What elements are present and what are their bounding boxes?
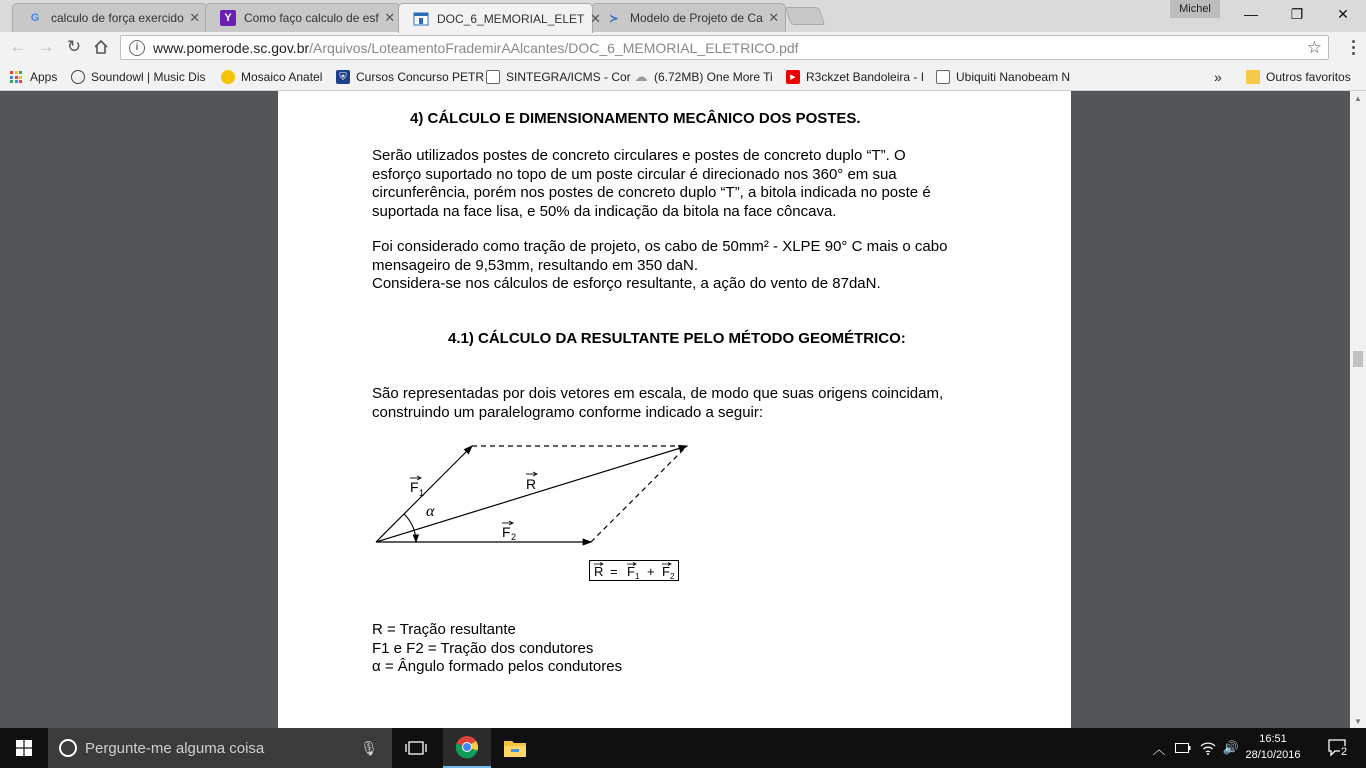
text-line: circunferência, porém nos postes de concreto duplo “T”, a bitola indicada no poste é <box>372 184 931 201</box>
volume-icon[interactable]: 🔊 <box>1222 740 1240 755</box>
bookmark-label: Apps <box>30 70 58 84</box>
windows-logo-icon <box>16 740 32 756</box>
bookmark-label: R3ckzet Bandoleira - I <box>806 70 925 84</box>
formula-f2: F <box>662 564 670 579</box>
cortana-icon <box>59 739 77 757</box>
xda-icon: ≻ <box>609 12 619 25</box>
scroll-up-arrow-icon[interactable]: ▲ <box>1354 93 1362 103</box>
notification-count-badge: 2 <box>1341 746 1348 758</box>
task-view-icon[interactable] <box>392 728 440 768</box>
url-host: www.pomerode.sc.gov.br <box>153 39 310 56</box>
bookmark-mosaico-anatel[interactable] <box>221 67 331 87</box>
bookmark-cursos-concurso[interactable] <box>336 67 485 87</box>
soundowl-icon <box>71 70 85 84</box>
text-line: Serão utilizados postes de concreto circulares e postes de concreto duplo “T”. O <box>372 147 906 164</box>
legend-item: α = Ângulo formado pelos condutores <box>372 658 623 675</box>
restore-icon[interactable]: ❐ <box>1290 5 1304 22</box>
bookmark-soundowl[interactable] <box>71 67 209 87</box>
text-line: esforço suportado no topo de um poste circular é direcionado nos 360° em sua <box>372 165 897 183</box>
formula-box <box>589 560 679 581</box>
bookmark-r3ckzet[interactable] <box>786 67 924 87</box>
text-line: suportada na face lisa, e 50% da indicação da bitola na face côncava. <box>372 202 837 220</box>
bookmark-label: SINTEGRA/ICMS - Cor <box>506 70 631 84</box>
paragraph-vetores <box>372 385 996 422</box>
bookmarks-bar <box>0 63 1366 91</box>
page-icon <box>486 70 500 84</box>
text-line: São representadas por dois vetores em escala, de modo que suas origens coincidam, <box>372 385 944 402</box>
bookmark-apps[interactable] <box>10 67 62 87</box>
windows-taskbar <box>0 728 1366 768</box>
formula-f1: F <box>627 564 635 579</box>
label-f1-subscript: 1 <box>419 488 425 498</box>
bookmark-sintegra[interactable] <box>486 67 631 87</box>
legend-item: R = Tração resultante <box>372 621 516 638</box>
battery-icon[interactable] <box>1172 728 1194 768</box>
close-icon[interactable]: ✕ <box>189 10 201 25</box>
folder-icon <box>1246 70 1260 84</box>
formula-plus: + <box>647 564 655 579</box>
formula-f2-subscript: 2 <box>670 572 675 581</box>
tab-yahoo-answers[interactable] <box>205 3 400 32</box>
clock-date: 28/10/2016 <box>1245 749 1301 761</box>
bookmark-label: Soundowl | Music Dis <box>91 70 206 84</box>
google-icon: G <box>30 12 40 24</box>
system-clock[interactable] <box>1238 731 1308 765</box>
bookmarks-overflow-chevron[interactable]: » <box>1214 69 1222 85</box>
forward-icon[interactable]: → <box>37 37 55 56</box>
label-f1: F <box>410 479 419 495</box>
label-f2: F <box>502 524 511 540</box>
paragraph-vento: Considera-se nos cálculos de esforço resultante, a ação do vento de 87daN. <box>372 275 881 292</box>
youtube-icon: ▶ <box>786 70 800 84</box>
shield-icon: ⛨ <box>336 70 350 84</box>
tab-title: DOC_6_MEMORIAL_ELET <box>437 11 585 26</box>
page-icon <box>936 70 950 84</box>
cloud-icon: ☁ <box>634 69 648 84</box>
bookmark-label: Ubiquiti Nanobeam N <box>956 70 1071 84</box>
chrome-menu-icon[interactable] <box>1345 36 1361 58</box>
reload-icon[interactable]: ↻ <box>66 37 82 56</box>
formula-f1-subscript: 1 <box>635 572 640 581</box>
formula-r-equals-f1-plus-f2 <box>590 561 678 580</box>
show-hidden-icons-chevron[interactable]: ︿ <box>1152 741 1166 757</box>
chrome-taskbar-icon[interactable] <box>443 728 491 768</box>
label-alpha: α <box>426 503 435 520</box>
scroll-thumb[interactable] <box>1353 351 1363 367</box>
file-explorer-icon[interactable] <box>491 728 539 768</box>
wifi-icon[interactable] <box>1196 728 1220 768</box>
microphone-icon[interactable]: 🎙 <box>360 739 378 756</box>
angle-arc <box>404 514 416 542</box>
bookmark-ubiquiti[interactable] <box>936 67 1074 87</box>
bookmark-label: Cursos Concurso PETR <box>356 70 485 84</box>
tab-strip <box>0 0 1366 32</box>
yahoo-icon: Y <box>220 10 236 26</box>
close-icon[interactable]: ✕ <box>384 10 396 25</box>
bookmark-label: Outros favoritos <box>1266 70 1351 84</box>
close-icon[interactable]: ✕ <box>589 10 601 26</box>
paragraph-tracao <box>372 238 996 275</box>
profile-button[interactable]: Michel <box>1170 0 1220 18</box>
paragraph-postes <box>372 147 996 221</box>
search-placeholder: Pergunte-me alguma coisa <box>85 739 265 757</box>
cortana-search-box[interactable] <box>48 728 392 768</box>
new-tab-button[interactable] <box>785 7 826 25</box>
formula-r: R <box>594 564 604 579</box>
pdf-viewer[interactable] <box>0 91 1350 728</box>
window-close-icon[interactable]: ✕ <box>1337 5 1349 22</box>
windows-start-button[interactable] <box>0 728 48 768</box>
apps-grid-icon <box>10 71 24 83</box>
tab-google-search[interactable] <box>12 3 207 32</box>
url-path: /Arquivos/LoteamentoFrademirAAlcantes/DOC_6_MEMORIAL_ELETRICO.pdf <box>309 39 799 56</box>
action-center-button[interactable] <box>1318 728 1358 768</box>
tab-title: calculo de força exercido <box>51 11 184 25</box>
section-heading-4: 4) CÁLCULO E DIMENSIONAMENTO MECÂNICO DOS POSTES. <box>410 110 861 127</box>
tab-modelo-projeto[interactable] <box>591 3 786 32</box>
address-bar[interactable] <box>120 35 1329 60</box>
scroll-down-arrow-icon[interactable]: ▼ <box>1354 716 1362 726</box>
label-f2-subscript: 2 <box>511 532 517 542</box>
text-line: mensageiro de 9,53mm, resultando em 350 daN. <box>372 256 699 274</box>
formula-equals: = <box>610 564 618 579</box>
section-heading-4-1: 4.1) CÁLCULO DA RESULTANTE PELO MÉTODO GEOMÉTRICO: <box>448 330 906 347</box>
anatel-icon <box>221 70 235 84</box>
info-icon[interactable]: i <box>129 40 145 56</box>
label-r: R <box>526 476 537 492</box>
legend-list <box>372 621 622 677</box>
pdf-icon <box>413 11 429 27</box>
close-icon[interactable]: ✕ <box>768 10 780 25</box>
tab-title: Modelo de Projeto de Ca <box>630 11 763 25</box>
tab-title: Como faço calculo de esf <box>244 11 379 25</box>
bookmark-one-more-time[interactable] <box>634 67 772 87</box>
back-icon[interactable]: ← <box>9 37 27 56</box>
bookmark-folder-other[interactable] <box>1246 67 1361 87</box>
text-line: construindo um paralelogramo conforme indicado a seguir: <box>372 403 764 421</box>
bookmark-label: (6.72MB) One More Ti <box>654 70 773 84</box>
legend-item: F1 e F2 = Tração dos condutores <box>372 639 594 657</box>
text-line: Foi considerado como tração de projeto, os cabo de 50mm² - XLPE 90° C mais o cabo <box>372 238 948 255</box>
vertical-scrollbar[interactable] <box>1350 91 1366 728</box>
clock-time: 16:51 <box>1259 733 1287 745</box>
bookmark-star-icon[interactable]: ☆ <box>1306 37 1322 57</box>
bookmark-label: Mosaico Anatel <box>241 70 323 84</box>
minimize-icon[interactable]: — <box>1244 6 1258 22</box>
home-icon[interactable] <box>90 36 112 58</box>
browser-toolbar <box>0 32 1366 63</box>
tab-pdf-memorial[interactable] <box>398 3 601 33</box>
pdf-page <box>278 91 1071 751</box>
